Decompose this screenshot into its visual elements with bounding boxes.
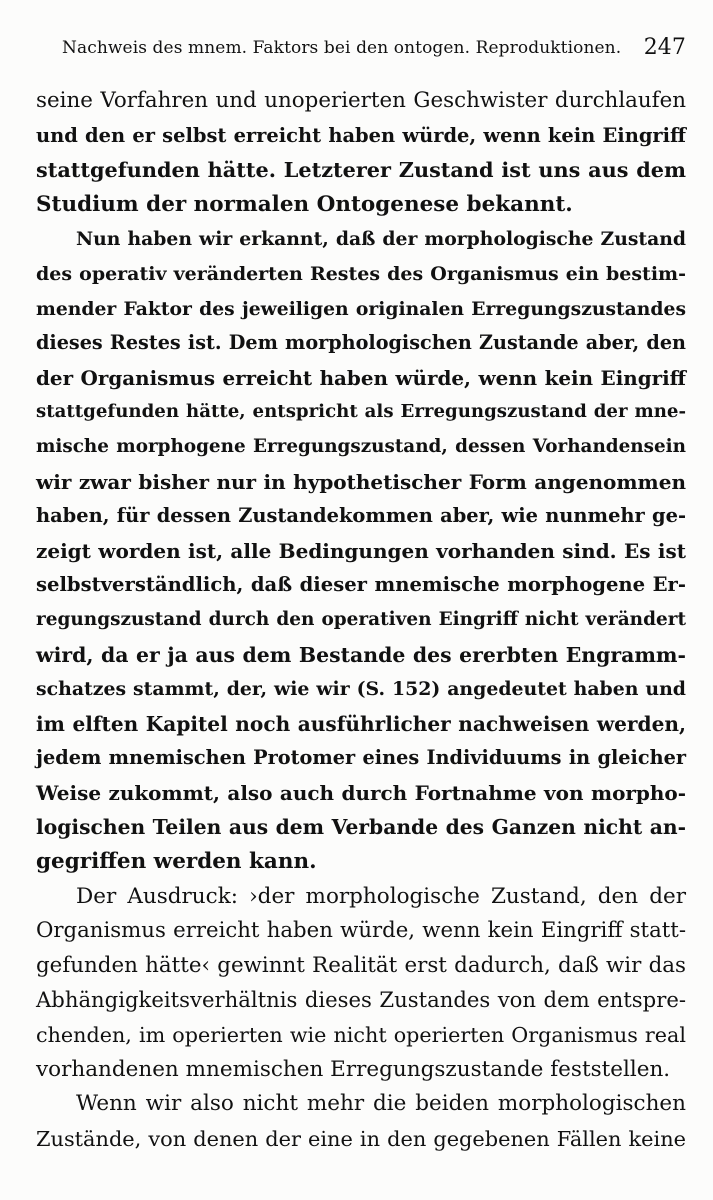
text-line: wird, da er ja aus dem Bestande des ererbten Engramm- [36, 642, 686, 667]
text-line: dieses Restes ist. Dem morphologischen Zustande aber, den [36, 331, 686, 355]
text-line: mender Faktor des jeweiligen originalen Erregungszustandes [36, 297, 686, 320]
text-line: wir zwar bisher nur in hypothetischer Form angenommen [36, 469, 686, 494]
text-line: jedem mnemischen Protomer eines Individuums in gleicher [36, 746, 686, 770]
text-line: chenden, im operierten wie nicht operierten Organismus real [36, 1023, 686, 1048]
text-line: schatzes stammt, der, wie wir (S. 152) angedeutet haben und [36, 678, 686, 701]
text-line: im elften Kapitel noch ausführlicher nachweisen werden, [36, 711, 686, 736]
text-line: gefunden hätte‹ gewinnt Realität erst dadurch, daß wir das [36, 952, 686, 978]
body-text [36, 84, 686, 1156]
text-line: Studium der normalen Ontogenese bekannt. [36, 191, 573, 217]
text-line: regungszustand durch den operativen Eingriff nicht verändert [36, 608, 686, 630]
page-number: 247 [643, 35, 686, 60]
text-line: haben, für dessen Zustandekommen aber, wie nunmehr ge- [36, 504, 686, 528]
paragraph-4 [36, 1087, 686, 1156]
text-line: logischen Teilen aus dem Verbande des Ganzen nicht an- [36, 815, 686, 840]
text-line: stattgefunden hätte, entspricht als Erregungszustand der mne- [36, 401, 686, 423]
paragraph-3 [36, 880, 686, 1088]
text-line: Zustände, von denen der eine in den gegebenen Fällen keine [36, 1126, 686, 1151]
text-line: Nun haben wir erkannt, daß der morphologische Zustand [76, 228, 686, 251]
text-line: vorhandenen mnemischen Erregungszustande feststellen. [36, 1056, 671, 1082]
text-line: Weise zukommt, also auch durch Fortnahme von morpho- [36, 780, 686, 805]
text-line: Wenn wir also nicht mehr die beiden morphologischen [76, 1091, 686, 1117]
text-line: gegriffen werden kann. [36, 849, 317, 875]
paragraph-1 [36, 84, 686, 222]
paragraph-2 [36, 222, 686, 879]
text-line: Der Ausdruck: ›der morphologische Zustand, den der [76, 883, 686, 909]
text-line: Organismus erreicht haben würde, wenn kein Eingriff statt- [36, 918, 686, 944]
text-line: seine Vorfahren und unoperierten Geschwister durchlaufen [36, 88, 686, 113]
running-header [62, 33, 686, 63]
running-title: Nachweis des mnem. Faktors bei den ontogen. Reproduktionen. [62, 38, 622, 58]
text-line: stattgefunden hätte. Letzterer Zustand ist uns aus dem [36, 157, 686, 183]
text-line: selbstverständlich, daß dieser mnemische morphogene Er- [36, 573, 686, 597]
text-line: und den er selbst erreicht haben würde, wenn kein Eingriff [36, 123, 686, 147]
text-line: zeigt worden ist, alle Bedingungen vorhanden sind. Es ist [36, 538, 686, 563]
text-line: Abhängigkeitsverhältnis dieses Zustandes von dem entspre- [36, 987, 686, 1013]
text-line: der Organismus erreicht haben würde, wenn kein Eingriff [36, 365, 686, 390]
text-line: mische morphogene Erregungszustand, dessen Vorhandensein [36, 435, 686, 457]
text-line: des operativ veränderten Restes des Organismus ein bestim- [36, 262, 686, 285]
